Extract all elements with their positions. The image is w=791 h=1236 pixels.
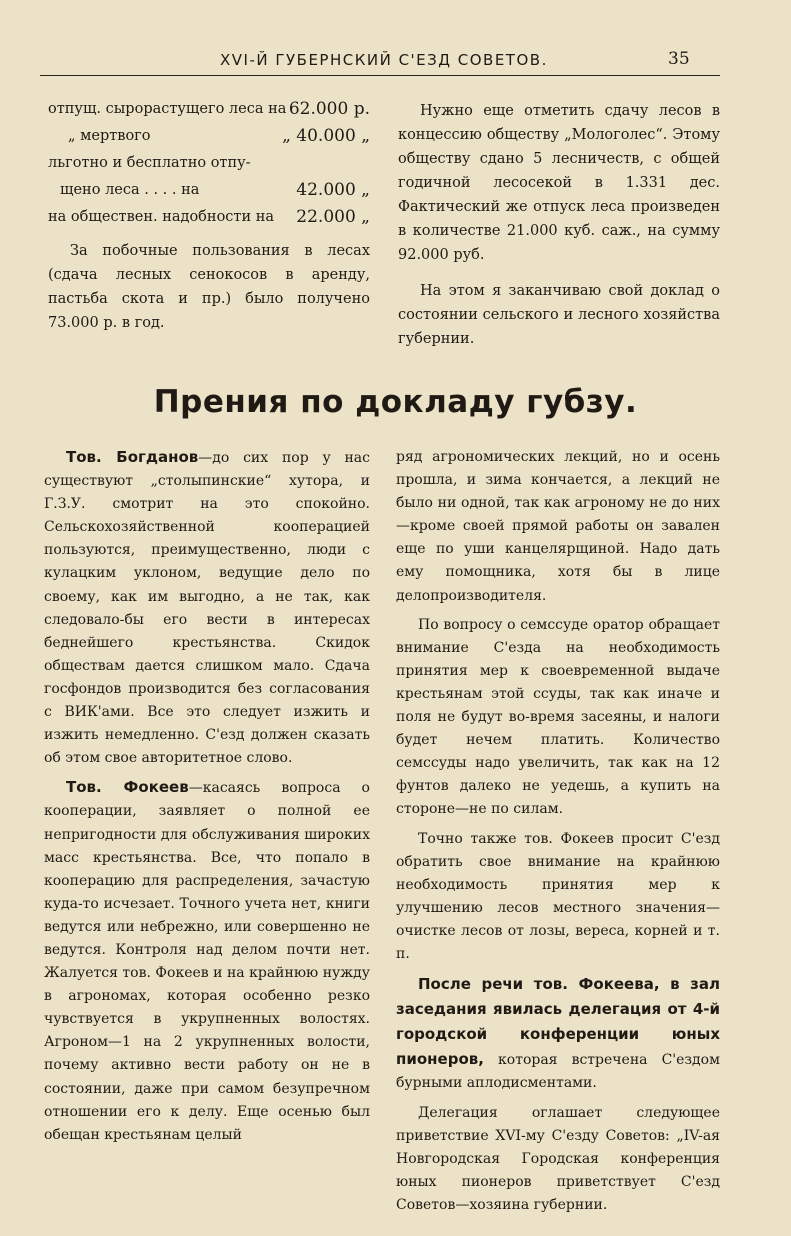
- paragraph: Точно также тов. Фокеев просит С'езд обратить свое внимание на крайнюю необходимость принятия мер к улучшению лесов местного значения—очистке лесов от лозы, вереса, корней и т. п.: [396, 830, 720, 962]
- figure-row: [48, 177, 370, 204]
- figure-label: „ мертвого: [68, 128, 151, 144]
- paragraph: Делегация оглашает следующее приветствие XVI-му С'езду Советов: „IV-ая Новгородская Городская конференция юных пионеров приветствует С'езд Советов—хозяина губернии.: [396, 1104, 720, 1213]
- left-column: [44, 446, 370, 1153]
- right-column: [396, 446, 720, 1223]
- figure-row: [48, 96, 370, 123]
- figure-row: [48, 204, 370, 231]
- figure-label: льготно и бесплатно отпу-: [48, 155, 251, 171]
- speech-text: —до сих пор у нас существуют „столыпинские“ хутора, и Г.З.У. смотрит на это спокойно. Сельскохозяйственной кооперацией пользуются, преимущественно, люди с кулацким уклоном, ведущие дело по своему, как им выгодно, а не так, как следовало-бы его вести в интересах беднейшего крестьянства. Скидок обществам дается слишком мало. Сдача госфондов производится без согласования с ВИК'ами. Все это следует изжить и изжить немедленно. С'езд должен сказать об этом свое авторитетное слово.: [44, 450, 370, 767]
- paragraph: По вопросу о семссуде оратор обращает внимание С'езда на необходимость принятия мер к своевременной выдаче крестьянам этой ссуды, так как иначе и поля не будут во-время засеяны, и налоги будет нечем платить. Количество семссуды надо увеличить, так как на 12 фунтов далеко не уедешь, а купить на стороне—не по силам.: [396, 616, 720, 818]
- figure-value: „ 40.000 „: [282, 126, 370, 146]
- top-right-column: [398, 99, 720, 363]
- paragraph: ряд агрономических лекций, но и осень прошла, и зима кончается, а лекций не было ни одной, так как агроному не до них—кроме своей прямой работы он завален еще по уши канцелярщиной. Надо дать ему помощника, хотя бы в лице делопроизводителя.: [396, 449, 720, 604]
- running-header: [40, 47, 720, 77]
- speech-paragraph: [44, 446, 370, 770]
- figure-value: 22.000 „: [296, 207, 370, 227]
- figure-row: [48, 150, 370, 177]
- figure-label: отпущ. сырорастущего леса на: [48, 101, 287, 117]
- figure-value: 42.000 „: [296, 180, 370, 200]
- speaker-name: Тов. Фокеев: [66, 778, 189, 797]
- speaker-name: Тов. Богданов: [66, 448, 199, 466]
- figure-value: 62.000 р.: [288, 99, 370, 119]
- header-rule: [40, 75, 720, 76]
- speech-paragraph: [44, 776, 370, 1147]
- bold-announcement: После речи тов. Фокеева, в зал заседания явилась делегация от 4-й городской конференции юных пионеров,: [396, 975, 720, 1069]
- header-title: XVI-Й ГУБЕРНСКИЙ С'ЕЗД СОВЕТОВ.: [220, 51, 548, 69]
- announcement-rest: которая встречена С'ездом бурными аплодисментами.: [396, 1052, 720, 1092]
- figure-label: на обществен. надобности на: [48, 209, 275, 225]
- speech-text: —касаясь вопроса о кооперации, заявляет о полной ее непригодности для обслуживания широких масс крестьянства. Все, что попало в кооперацию для распределения, зачастую куда-то исчезает. Точного учета нет, книги ведутся или небрежно, или совершенно не ведутся. Контроля над делом почти нет. Жалуется тов. Фокеев и на крайнюю нужду в агрономах, которая особенно резко чувствуется в укрупненных волостях. Агроном—1 на 2 укрупненных волости, почему активно вести работу он не в состоянии, даже при самом безупречном отношении его к делу. Еще осенью был обещан крестьянам целый: [44, 780, 370, 1143]
- figure-row: [48, 123, 370, 150]
- paragraph: На этом я заканчиваю свой доклад о состоянии сельского и лесного хозяйства губернии.: [398, 283, 720, 347]
- top-left-column: [48, 96, 370, 347]
- paragraph: [396, 972, 720, 1095]
- paragraph: Нужно еще отметить сдачу лесов в концессию обществу „Мологолес“. Этому обществу сдано 5 лесничеств, с общей годичной лесосекой в 1.331 дес. Фактический же отпуск леса произведен в количестве 21.000 куб. саж., на сумму 92.000 руб.: [398, 103, 720, 263]
- figure-label: щено леса . . . . на: [60, 182, 200, 198]
- page-number: 35: [668, 49, 690, 69]
- paragraph: За побочные пользования в лесах (сдача лесных сенокосов в аренду, пастьба скота и пр.) было получено 73.000 р. в год.: [48, 243, 370, 331]
- section-title: Прения по докладу губзу.: [153, 384, 638, 420]
